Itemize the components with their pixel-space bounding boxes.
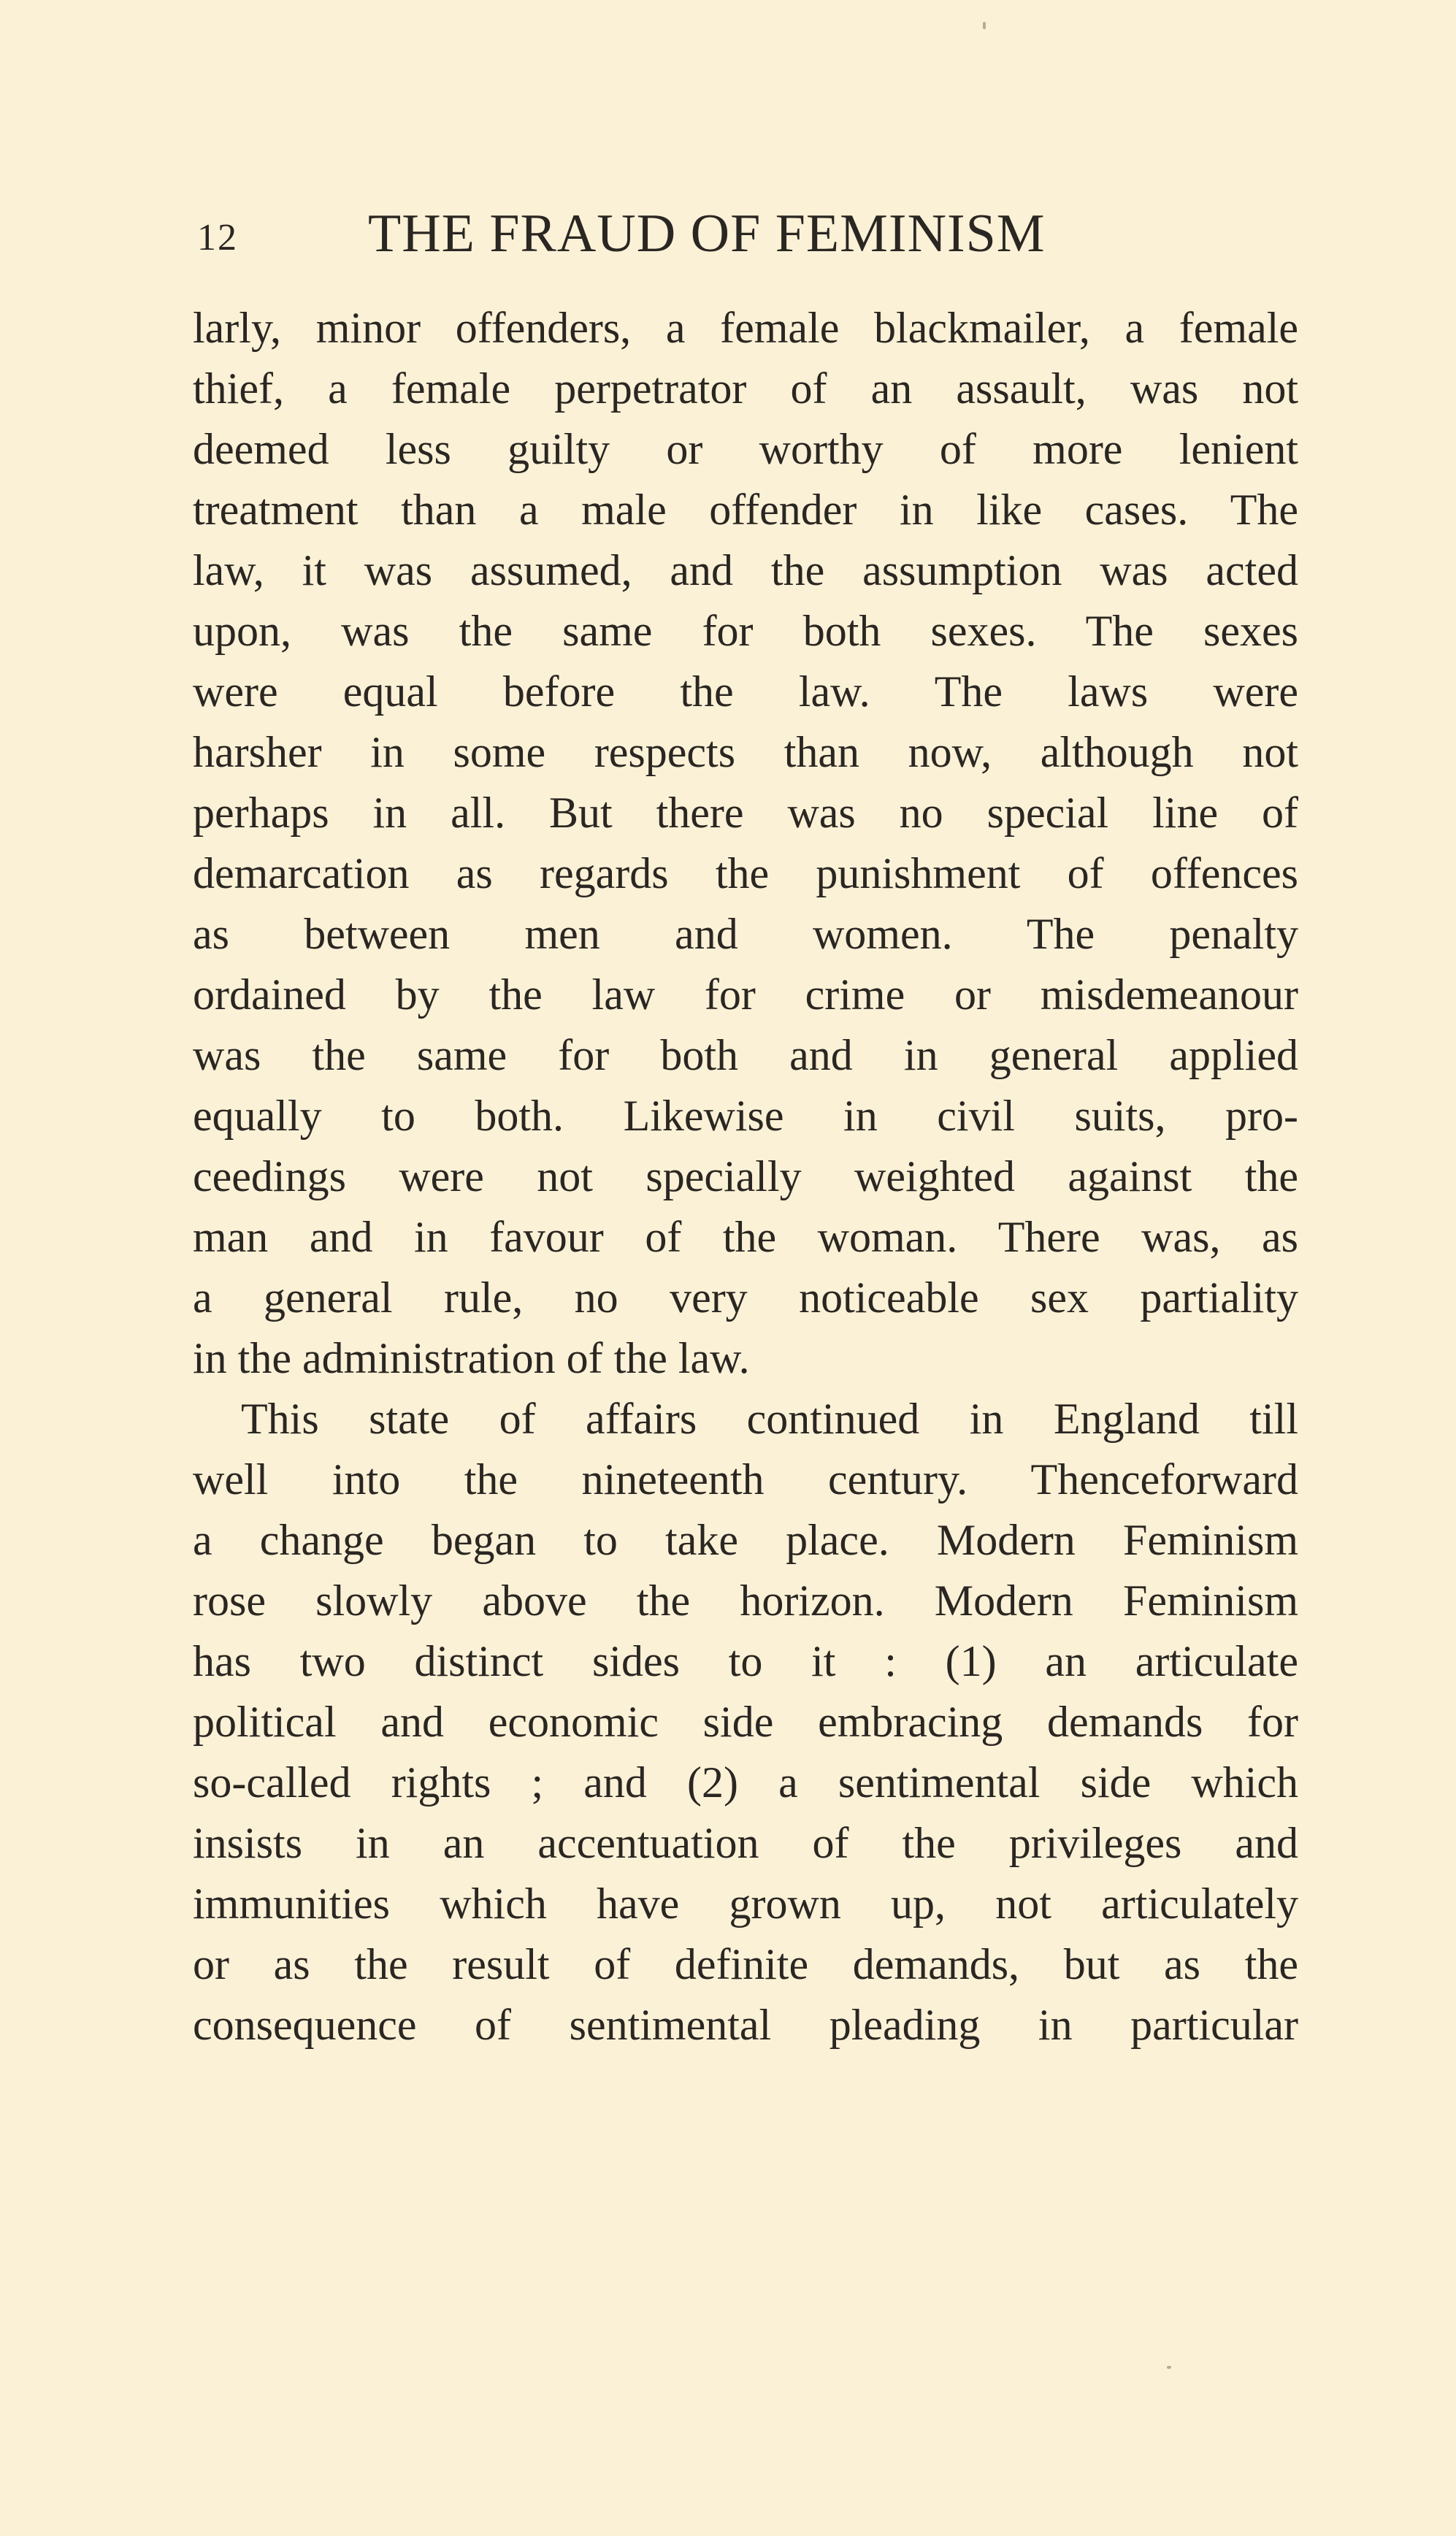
running-title: THE FRAUD OF FEMINISM (368, 204, 1046, 264)
text-line: larly, minor offenders, a female blackmailer, a female (193, 304, 1298, 352)
text-line: This state of affairs continued in England till (241, 1395, 1298, 1443)
running-head (197, 203, 1307, 283)
text-line: or as the result of definite demands, but as the (193, 1940, 1298, 1988)
text-line: was the same for both and in general applied (193, 1031, 1298, 1079)
paper-speck (983, 22, 986, 29)
text-line: consequence of sentimental pleading in particular (193, 2001, 1298, 2049)
body-text (193, 298, 1298, 2056)
text-line: political and economic side embracing demands for (193, 1698, 1298, 1746)
text-line: were equal before the law. The laws were (193, 667, 1298, 716)
text-line: well into the nineteenth century. Thenceforward (193, 1455, 1298, 1503)
text-line: deemed less guilty or worthy of more lenient (193, 425, 1298, 473)
text-line: ordained by the law for crime or misdemeanour (193, 970, 1298, 1019)
text-line: has two distinct sides to it : (1) an articulate (193, 1637, 1298, 1685)
text-line: so-called rights ; and (2) a sentimental side which (193, 1758, 1298, 1807)
paper-speck (1167, 2366, 1171, 2369)
text-line: man and in favour of the woman. There was, as (193, 1213, 1298, 1261)
text-line: thief, a female perpetrator of an assault, was not (193, 364, 1298, 413)
text-line: treatment than a male offender in like cases. The (193, 486, 1298, 534)
text-line: a general rule, no very noticeable sex partiality (193, 1273, 1298, 1322)
text-line: perhaps in all. But there was no special line of (193, 789, 1298, 837)
text-line: immunities which have grown up, not articulately (193, 1880, 1298, 1928)
text-line: rose slowly above the horizon. Modern Feminism (193, 1577, 1298, 1625)
text-line: in the administration of the law. (193, 1334, 750, 1382)
text-line: ceedings were not specially weighted against the (193, 1152, 1298, 1200)
text-line: as between men and women. The penalty (193, 910, 1298, 958)
text-line: a change began to take place. Modern Feminism (193, 1516, 1298, 1564)
text-line: equally to both. Likewise in civil suits, pro- (193, 1092, 1298, 1140)
page-number: 12 (197, 217, 238, 258)
text-line: insists in an accentuation of the privileges and (193, 1819, 1298, 1867)
text-line: demarcation as regards the punishment of offences (193, 849, 1298, 897)
text-line: harsher in some respects than now, although not (193, 728, 1298, 776)
text-line: upon, was the same for both sexes. The sexes (193, 607, 1298, 655)
text-line: law, it was assumed, and the assumption was acted (193, 546, 1298, 594)
